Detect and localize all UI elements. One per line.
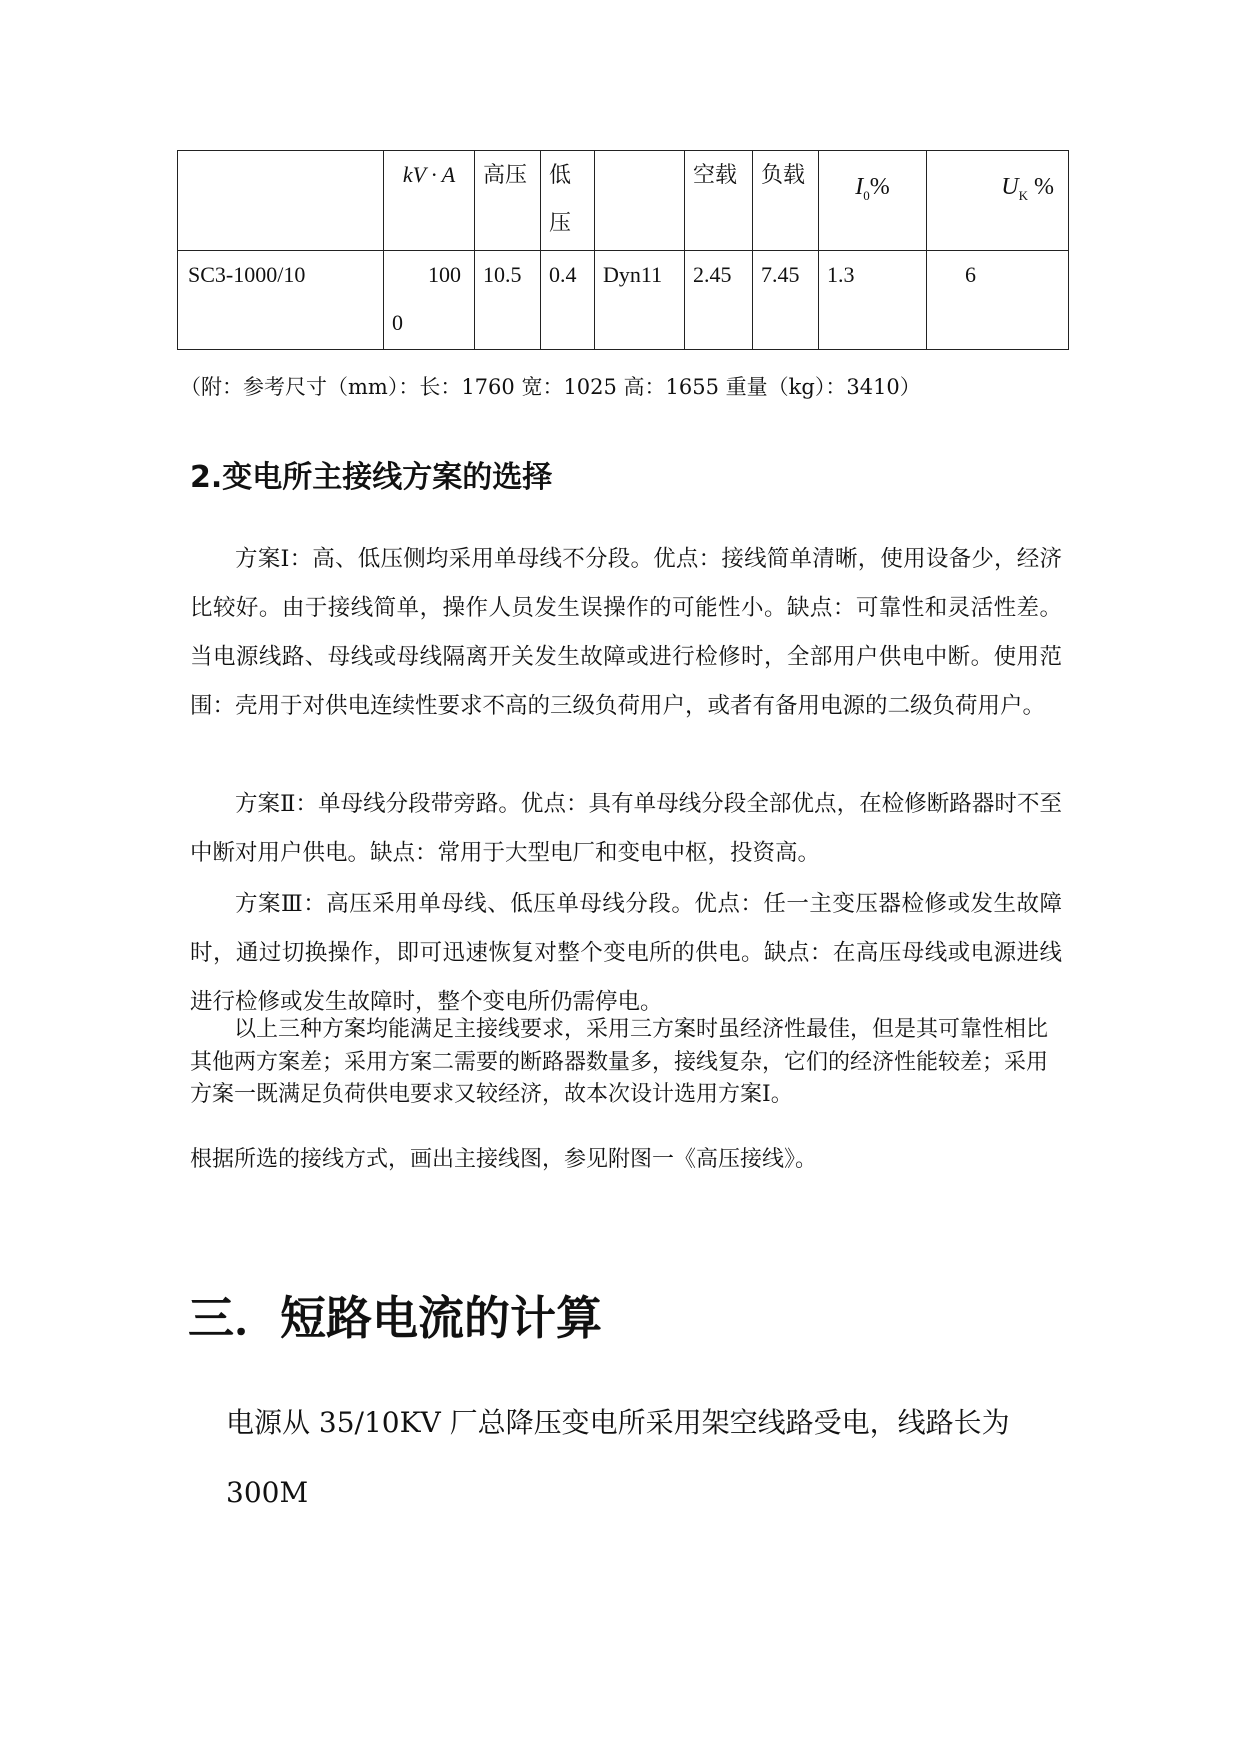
header-cell-model xyxy=(178,151,384,251)
table-header-row xyxy=(178,151,1069,251)
paragraph-conclusion: 以上三种方案均能满足主接线要求，采用三方案时虽经济性最佳，但是其可靠性相比其他两方案差；采用方案二需要的断路器数量多，接线复杂，它们的经济性能较差；采用方案一既满足负荷供电要求又较经济，故本次设计选用方案Ⅰ。 xyxy=(190,1017,1049,1107)
header-cell-i0 xyxy=(819,151,927,251)
table-row xyxy=(178,251,1069,350)
paragraph-scheme-2: 方案Ⅱ：单母线分段带旁路。优点：具有单母线分段全部优点，在检修断路器时不至中断对用户供电。缺点：常用于大型电厂和变电中枢，投资高。 xyxy=(190,791,1062,866)
cell-model: SC3-1000/10 xyxy=(178,251,384,350)
header-cell-uk xyxy=(927,151,1069,251)
header-cell-low-voltage: 低压 xyxy=(541,151,595,251)
chapter-title: 三．短路电流的计算 xyxy=(188,1291,602,1345)
cell-i0: 1.3 xyxy=(819,251,927,350)
header-cell-no-load: 空载 xyxy=(685,151,753,251)
cell-connection: Dyn11 xyxy=(595,251,685,350)
diagram-reference: 根据所选的接线方式，画出主接线图，参见附图一《高压接线》。 xyxy=(190,1147,818,1172)
transformer-spec-table xyxy=(177,150,1069,350)
header-cell-connection xyxy=(595,151,685,251)
chapter-body: 电源从 35/10KV 厂总降压变电所采用架空线路受电，线路长为 300M xyxy=(226,1406,1010,1509)
uk-symbol: $U_K$ % xyxy=(1001,174,1054,203)
paragraph-scheme-1: 方案Ⅰ：高、低压侧均采用单母线不分段。优点：接线简单清晰，使用设备少，经济比较好。由于接线简单，操作人员发生误操作的可能性小。缺点：可靠性和灵活性差。当电源线路、母线或母线隔离开关发生故障或进行检修时，全部用户供电中断。使用范围：壳用于对供电连续性要求不高的三级负荷用户，或者有备用电源的二级负荷用户。 xyxy=(190,546,1062,719)
cell-capacity: 1000 xyxy=(384,251,475,350)
header-cell-high-voltage: 高压 xyxy=(475,151,541,251)
cell-load: 7.45 xyxy=(753,251,819,350)
header-cell-capacity-unit: kV · A xyxy=(384,151,475,251)
paragraph-scheme-3: 方案Ⅲ：高压采用单母线、低压单母线分段。优点：任一主变压器检修或发生故障时，通过切换操作，即可迅速恢复对整个变电所的供电。缺点：在高压母线或电源进线进行检修或发生故障时，整个变电所仍需停电。 xyxy=(190,891,1062,1015)
dimension-note: （附：参考尺寸（mm）：长：1760 宽：1025 高：1655 重量（kg）：3410） xyxy=(180,375,921,399)
cell-no-load: 2.45 xyxy=(685,251,753,350)
cell-high-voltage: 10.5 xyxy=(475,251,541,350)
section-title: 2.变电所主接线方案的选择 xyxy=(190,460,553,495)
i0-symbol: $I_0\%$ xyxy=(855,174,890,203)
header-cell-load: 负载 xyxy=(753,151,819,251)
cell-uk: 6 xyxy=(927,251,1069,350)
cell-low-voltage: 0.4 xyxy=(541,251,595,350)
